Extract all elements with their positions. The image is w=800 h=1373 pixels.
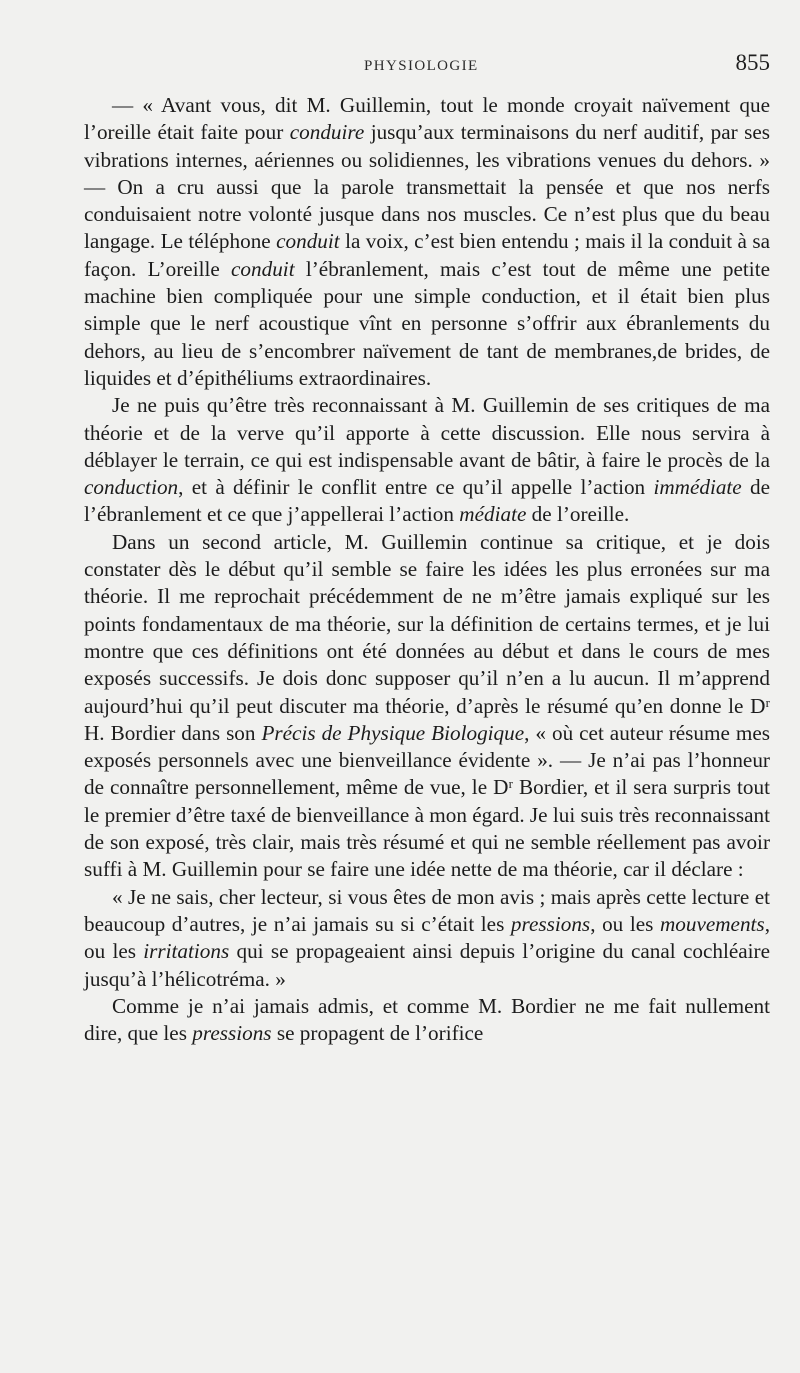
page-number: 855 — [735, 50, 770, 75]
italic-text: pressions — [510, 911, 591, 936]
text-run: , « où cet auteur résume mes exposés personnels avec une bienveillance évidente ». — Je n’ai pas l’honneur de connaître personnellement, même de vue, le Dʳ Bordier, et il sera surpris tout le premier d’être taxé de bienveillance à mon égard. Je lui suis très reconnaissant de son exposé, très clair, mais très résumé et qui ne semble réellement pas avoir suffi à M. Guillemin pour se faire une idée nette de ma théorie, car il déclare : — [84, 720, 770, 882]
text-run: « Je ne sais, cher lecteur, si vous êtes de mon avis ; mais après cette lecture et beaucoup d’autres, je n’ai jamais su si c’était les — [84, 884, 770, 936]
italic-text: mouvements — [659, 911, 765, 936]
text-run: de l’ébranlement et ce que j’appellerai l’action — [84, 475, 771, 527]
text-run: se propagent de l’orifice — [271, 1021, 484, 1046]
page-header — [84, 50, 770, 84]
italic-text: conduit — [276, 229, 340, 254]
paragraph — [84, 392, 770, 528]
running-head: PHYSIOLOGIE — [364, 58, 479, 74]
text-run: l’ébranlement, mais c’est tout de même une petite machine bien compliquée pour une simple conduction, et il était bien plus simple que le nerf acoustique vînt en personne s’offrir aux ébranlements du dehors, au lieu de s’encombrer naïvement de tant de membranes,de brides, de liquides et d’épithéliums extraordinaires. — [84, 256, 770, 390]
text-run: — « Avant vous, dit M. Guillemin, tout le monde croyait naïvement que l’oreille était faite pour — [84, 93, 770, 145]
italic-text: immédiate — [653, 475, 742, 500]
text-run: , ou les — [590, 911, 660, 936]
italic-text: conduire — [289, 120, 365, 145]
italic-text: conduit — [231, 256, 295, 281]
italic-text: irritations — [143, 939, 230, 964]
text-run: de l’oreille. — [526, 502, 630, 527]
text-run: , ou les — [84, 911, 770, 964]
text-run: qui se propageaient ainsi depuis l’origine du canal cochléaire jusqu’à l’hélicotréma. » — [84, 939, 770, 991]
italic-text: conduction — [84, 475, 179, 500]
text-run: , et à définir le conflit entre ce qu’il appelle l’action — [178, 475, 654, 500]
italic-text: médiate — [459, 502, 527, 527]
text-run: jusqu’aux terminaisons du nerf auditif, par ses vibrations internes, aériennes ou solidiennes, les vibrations venues du dehors. » — On a cru aussi que la parole transmettait la pensée et que nos nerfs conduisaient notre volonté jusque dans nos muscles. Ce n’est plus que du beau langage. Le téléphone — [84, 120, 770, 254]
text-run: Comme je n’ai jamais admis, et comme M. Bordier ne me fait nullement dire, que les — [84, 993, 770, 1046]
body-text — [84, 92, 770, 1047]
paragraph — [84, 884, 770, 993]
text-run: Dans un second article, M. Guillemin continue sa critique, et je dois constater dès le début qu’il semble se faire les idées les plus erronées sur ma théorie. Il me reprochait précédemment de ne m’être jamais expliqué sur les points fondamentaux de ma théorie, sur la définition de certains termes, et je lui montre que ces définitions ont été données au début et dans le cours de mes exposés successifs. Je dois donc supposer qu’il n’en a lu aucun. Il m’apprend aujourd’hui qu’il peut discuter ma théorie, d’après le résumé qu’en donne le Dʳ H. Bordier dans son — [84, 529, 770, 745]
text-run: la voix, c’est bien entendu ; mais il la conduit à sa façon. L’oreille — [84, 229, 770, 281]
paragraph — [84, 529, 770, 884]
paragraph — [84, 92, 770, 392]
text-run: Je ne puis qu’être très reconnaissant à M. Guillemin de ses critiques de ma théorie et de la verve qu’il apporte à cette discussion. Elle nous servira à déblayer le terrain, ce qui est indispensable avant de bâtir, à faire le procès de la — [84, 393, 770, 472]
paragraph — [84, 993, 770, 1048]
italic-text: pressions — [192, 1021, 272, 1046]
italic-text: Précis de Physique Biologique — [261, 720, 525, 745]
